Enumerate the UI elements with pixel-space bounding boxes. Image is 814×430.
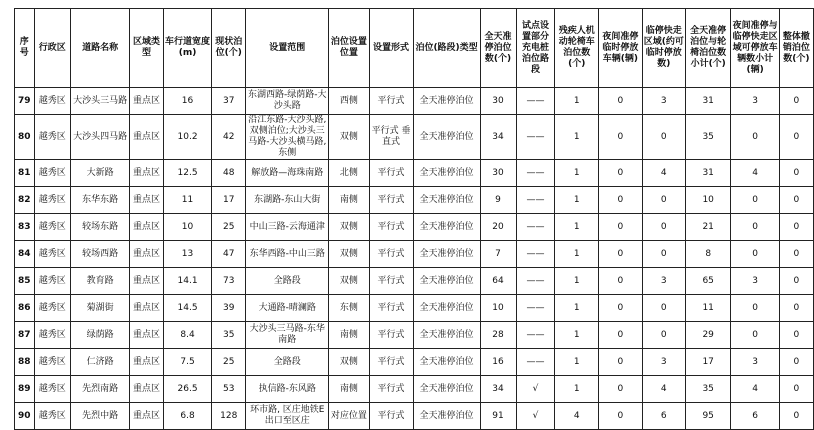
removed-spaces-cell: 0 <box>779 403 813 430</box>
charging-pilot-cell: —— <box>516 295 555 322</box>
area-type-cell: 重点区 <box>130 403 164 430</box>
setup-range-cell: 环市路, 区庄地铁E出口至区庄 <box>246 403 329 430</box>
subtotal-spaces-cell: 11 <box>685 295 730 322</box>
space-type-cell: 全天准停泊位 <box>413 115 480 160</box>
removed-spaces-cell: 0 <box>779 214 813 241</box>
table-row <box>15 187 814 214</box>
row-number-cell: 81 <box>15 160 35 187</box>
table-row <box>15 241 814 268</box>
night-parking-cell: 0 <box>599 268 643 295</box>
table-row <box>15 403 814 430</box>
row-number-cell: 88 <box>15 349 35 376</box>
road-name-cell: 先烈南路 <box>71 376 130 403</box>
wheelchair-spaces-cell: 1 <box>555 349 599 376</box>
night-parking-cell: 0 <box>599 88 643 115</box>
existing-spaces-cell: 47 <box>212 241 246 268</box>
setup-form-cell: 平行式 <box>369 268 413 295</box>
allday-spaces-cell: 34 <box>480 376 516 403</box>
wheelchair-spaces-cell: 1 <box>555 160 599 187</box>
space-position-cell: 北侧 <box>329 160 369 187</box>
area-type-cell: 重点区 <box>130 88 164 115</box>
subtotal-spaces-cell: 31 <box>685 160 730 187</box>
header-cell: 泊位设置位置 <box>329 9 369 88</box>
area-type-cell: 重点区 <box>130 241 164 268</box>
header-cell: 设置形式 <box>369 9 413 88</box>
quick-stop-zone-cell: 3 <box>642 268 685 295</box>
row-number-cell: 84 <box>15 241 35 268</box>
header-cell: 设置范围 <box>246 9 329 88</box>
setup-range-cell: 大沙头三马路-东华南路 <box>246 322 329 349</box>
space-position-cell: 东侧 <box>329 295 369 322</box>
wheelchair-spaces-cell: 1 <box>555 115 599 160</box>
area-type-cell: 重点区 <box>130 187 164 214</box>
area-type-cell: 重点区 <box>130 268 164 295</box>
space-type-cell: 全天准停泊位 <box>413 349 480 376</box>
subtotal-vehicles-cell: 0 <box>731 214 779 241</box>
existing-spaces-cell: 42 <box>212 115 246 160</box>
road-name-cell: 仁济路 <box>71 349 130 376</box>
district-cell: 越秀区 <box>34 241 71 268</box>
district-cell: 越秀区 <box>34 187 71 214</box>
existing-spaces-cell: 35 <box>212 322 246 349</box>
table-row <box>15 376 814 403</box>
night-parking-cell: 0 <box>599 295 643 322</box>
table-row <box>15 115 814 160</box>
allday-spaces-cell: 28 <box>480 322 516 349</box>
night-parking-cell: 0 <box>599 376 643 403</box>
space-type-cell: 全天准停泊位 <box>413 403 480 430</box>
table-header-row <box>15 9 814 88</box>
removed-spaces-cell: 0 <box>779 160 813 187</box>
space-position-cell: 双侧 <box>329 268 369 295</box>
row-number-cell: 86 <box>15 295 35 322</box>
subtotal-vehicles-cell: 0 <box>731 295 779 322</box>
setup-form-cell: 平行式 <box>369 214 413 241</box>
carriageway-width-cell: 10.2 <box>163 115 211 160</box>
setup-range-cell: 全路段 <box>246 268 329 295</box>
existing-spaces-cell: 53 <box>212 376 246 403</box>
carriageway-width-cell: 11 <box>163 187 211 214</box>
allday-spaces-cell: 91 <box>480 403 516 430</box>
header-cell: 现状泊位(个) <box>212 9 246 88</box>
carriageway-width-cell: 8.4 <box>163 322 211 349</box>
setup-range-cell: 东湖西路-绿荫路-大沙头路 <box>246 88 329 115</box>
setup-form-cell: 平行式 <box>369 349 413 376</box>
removed-spaces-cell: 0 <box>779 268 813 295</box>
allday-spaces-cell: 20 <box>480 214 516 241</box>
night-parking-cell: 0 <box>599 241 643 268</box>
existing-spaces-cell: 25 <box>212 214 246 241</box>
quick-stop-zone-cell: 0 <box>642 295 685 322</box>
subtotal-spaces-cell: 8 <box>685 241 730 268</box>
allday-spaces-cell: 64 <box>480 268 516 295</box>
wheelchair-spaces-cell: 1 <box>555 268 599 295</box>
charging-pilot-cell: —— <box>516 187 555 214</box>
carriageway-width-cell: 13 <box>163 241 211 268</box>
removed-spaces-cell: 0 <box>779 241 813 268</box>
space-type-cell: 全天准停泊位 <box>413 241 480 268</box>
subtotal-spaces-cell: 35 <box>685 115 730 160</box>
setup-form-cell: 平行式 <box>369 88 413 115</box>
existing-spaces-cell: 39 <box>212 295 246 322</box>
setup-form-cell: 平行式 <box>369 241 413 268</box>
table-row <box>15 160 814 187</box>
header-cell: 临停快走区域(约可临时停放数) <box>642 9 685 88</box>
row-number-cell: 79 <box>15 88 35 115</box>
allday-spaces-cell: 10 <box>480 295 516 322</box>
row-number-cell: 90 <box>15 403 35 430</box>
header-cell: 残疾人机动轮椅车泊位数(个) <box>555 9 599 88</box>
district-cell: 越秀区 <box>34 88 71 115</box>
area-type-cell: 重点区 <box>130 295 164 322</box>
setup-form-cell: 平行式 <box>369 376 413 403</box>
allday-spaces-cell: 7 <box>480 241 516 268</box>
removed-spaces-cell: 0 <box>779 322 813 349</box>
night-parking-cell: 0 <box>599 187 643 214</box>
existing-spaces-cell: 48 <box>212 160 246 187</box>
space-position-cell: 南侧 <box>329 376 369 403</box>
night-parking-cell: 0 <box>599 214 643 241</box>
space-position-cell: 南侧 <box>329 187 369 214</box>
area-type-cell: 重点区 <box>130 376 164 403</box>
space-type-cell: 全天准停泊位 <box>413 160 480 187</box>
wheelchair-spaces-cell: 1 <box>555 88 599 115</box>
allday-spaces-cell: 9 <box>480 187 516 214</box>
quick-stop-zone-cell: 6 <box>642 403 685 430</box>
subtotal-spaces-cell: 35 <box>685 376 730 403</box>
area-type-cell: 重点区 <box>130 160 164 187</box>
header-cell: 道路名称 <box>71 9 130 88</box>
allday-spaces-cell: 30 <box>480 160 516 187</box>
area-type-cell: 重点区 <box>130 214 164 241</box>
table-row <box>15 268 814 295</box>
area-type-cell: 重点区 <box>130 349 164 376</box>
setup-range-cell: 大通路-晴澜路 <box>246 295 329 322</box>
carriageway-width-cell: 14.1 <box>163 268 211 295</box>
night-parking-cell: 0 <box>599 349 643 376</box>
subtotal-vehicles-cell: 4 <box>731 160 779 187</box>
header-cell: 全天准停泊位与轮椅泊位数小计(个) <box>685 9 730 88</box>
setup-range-cell: 中山三路-云海通津 <box>246 214 329 241</box>
charging-pilot-cell: —— <box>516 322 555 349</box>
wheelchair-spaces-cell: 1 <box>555 187 599 214</box>
allday-spaces-cell: 34 <box>480 115 516 160</box>
quick-stop-zone-cell: 4 <box>642 160 685 187</box>
wheelchair-spaces-cell: 4 <box>555 403 599 430</box>
subtotal-spaces-cell: 17 <box>685 349 730 376</box>
road-name-cell: 绿荫路 <box>71 322 130 349</box>
row-number-cell: 89 <box>15 376 35 403</box>
subtotal-vehicles-cell: 0 <box>731 241 779 268</box>
row-number-cell: 82 <box>15 187 35 214</box>
setup-form-cell: 平行式 <box>369 160 413 187</box>
carriageway-width-cell: 16 <box>163 88 211 115</box>
quick-stop-zone-cell: 3 <box>642 349 685 376</box>
row-number-cell: 87 <box>15 322 35 349</box>
carriageway-width-cell: 10 <box>163 214 211 241</box>
wheelchair-spaces-cell: 1 <box>555 214 599 241</box>
space-type-cell: 全天准停泊位 <box>413 295 480 322</box>
wheelchair-spaces-cell: 1 <box>555 376 599 403</box>
quick-stop-zone-cell: 0 <box>642 214 685 241</box>
row-number-cell: 83 <box>15 214 35 241</box>
setup-form-cell: 平行式 <box>369 187 413 214</box>
space-position-cell: 双侧 <box>329 241 369 268</box>
charging-pilot-cell: —— <box>516 160 555 187</box>
setup-range-cell: 执信路-东风路 <box>246 376 329 403</box>
district-cell: 越秀区 <box>34 403 71 430</box>
district-cell: 越秀区 <box>34 295 71 322</box>
existing-spaces-cell: 37 <box>212 88 246 115</box>
charging-pilot-cell: —— <box>516 214 555 241</box>
setup-range-cell: 东湖路-东山大街 <box>246 187 329 214</box>
carriageway-width-cell: 6.8 <box>163 403 211 430</box>
night-parking-cell: 0 <box>599 403 643 430</box>
charging-pilot-cell: —— <box>516 349 555 376</box>
charging-pilot-cell: √ <box>516 403 555 430</box>
parking-spaces-table <box>14 8 814 430</box>
subtotal-spaces-cell: 29 <box>685 322 730 349</box>
subtotal-vehicles-cell: 3 <box>731 88 779 115</box>
road-name-cell: 东华东路 <box>71 187 130 214</box>
night-parking-cell: 0 <box>599 322 643 349</box>
subtotal-spaces-cell: 95 <box>685 403 730 430</box>
allday-spaces-cell: 30 <box>480 88 516 115</box>
space-type-cell: 全天准停泊位 <box>413 88 480 115</box>
subtotal-spaces-cell: 21 <box>685 214 730 241</box>
space-position-cell: 对应位置 <box>329 403 369 430</box>
carriageway-width-cell: 12.5 <box>163 160 211 187</box>
header-cell: 夜间准停临时停放车辆(辆) <box>599 9 643 88</box>
setup-range-cell: 全路段 <box>246 349 329 376</box>
road-name-cell: 大新路 <box>71 160 130 187</box>
road-name-cell: 菊湖街 <box>71 295 130 322</box>
header-cell: 全天准停泊位数(个) <box>480 9 516 88</box>
road-name-cell: 教育路 <box>71 268 130 295</box>
setup-range-cell: 解放路—海珠南路 <box>246 160 329 187</box>
space-position-cell: 双侧 <box>329 214 369 241</box>
removed-spaces-cell: 0 <box>779 376 813 403</box>
space-type-cell: 全天准停泊位 <box>413 187 480 214</box>
road-name-cell: 较场西路 <box>71 241 130 268</box>
header-cell: 车行道宽度(m) <box>163 9 211 88</box>
space-type-cell: 全天准停泊位 <box>413 376 480 403</box>
existing-spaces-cell: 17 <box>212 187 246 214</box>
setup-range-cell: 东华西路-中山三路 <box>246 241 329 268</box>
space-position-cell: 双侧 <box>329 349 369 376</box>
table-row <box>15 349 814 376</box>
road-name-cell: 较场东路 <box>71 214 130 241</box>
district-cell: 越秀区 <box>34 322 71 349</box>
subtotal-vehicles-cell: 3 <box>731 268 779 295</box>
road-name-cell: 大沙头四马路 <box>71 115 130 160</box>
area-type-cell: 重点区 <box>130 322 164 349</box>
carriageway-width-cell: 7.5 <box>163 349 211 376</box>
header-cell: 整体撤销泊位数(个) <box>779 9 813 88</box>
subtotal-vehicles-cell: 0 <box>731 187 779 214</box>
space-type-cell: 全天准停泊位 <box>413 322 480 349</box>
header-cell: 行政区 <box>34 9 71 88</box>
header-cell: 泊位(路段)类型 <box>413 9 480 88</box>
header-cell: 区域类型 <box>130 9 164 88</box>
subtotal-vehicles-cell: 4 <box>731 376 779 403</box>
charging-pilot-cell: —— <box>516 241 555 268</box>
existing-spaces-cell: 73 <box>212 268 246 295</box>
table-row <box>15 214 814 241</box>
carriageway-width-cell: 14.5 <box>163 295 211 322</box>
district-cell: 越秀区 <box>34 115 71 160</box>
subtotal-spaces-cell: 10 <box>685 187 730 214</box>
subtotal-vehicles-cell: 0 <box>731 115 779 160</box>
existing-spaces-cell: 25 <box>212 349 246 376</box>
charging-pilot-cell: —— <box>516 88 555 115</box>
header-cell: 序号 <box>15 9 35 88</box>
space-type-cell: 全天准停泊位 <box>413 214 480 241</box>
district-cell: 越秀区 <box>34 214 71 241</box>
district-cell: 越秀区 <box>34 160 71 187</box>
wheelchair-spaces-cell: 1 <box>555 241 599 268</box>
removed-spaces-cell: 0 <box>779 295 813 322</box>
road-name-cell: 先烈中路 <box>71 403 130 430</box>
subtotal-spaces-cell: 31 <box>685 88 730 115</box>
setup-form-cell: 平行式 <box>369 295 413 322</box>
existing-spaces-cell: 128 <box>212 403 246 430</box>
road-name-cell: 大沙头三马路 <box>71 88 130 115</box>
removed-spaces-cell: 0 <box>779 115 813 160</box>
space-position-cell: 南侧 <box>329 322 369 349</box>
district-cell: 越秀区 <box>34 376 71 403</box>
subtotal-vehicles-cell: 3 <box>731 349 779 376</box>
space-position-cell: 西侧 <box>329 88 369 115</box>
row-number-cell: 80 <box>15 115 35 160</box>
removed-spaces-cell: 0 <box>779 349 813 376</box>
quick-stop-zone-cell: 0 <box>642 187 685 214</box>
charging-pilot-cell: √ <box>516 376 555 403</box>
header-cell: 夜间准停与临停快走区域可停放车辆数小计(辆) <box>731 9 779 88</box>
header-cell: 试点设置部分充电桩泊位路段 <box>516 9 555 88</box>
row-number-cell: 85 <box>15 268 35 295</box>
quick-stop-zone-cell: 0 <box>642 115 685 160</box>
table-row <box>15 322 814 349</box>
table-row <box>15 295 814 322</box>
charging-pilot-cell: —— <box>516 268 555 295</box>
subtotal-vehicles-cell: 6 <box>731 403 779 430</box>
area-type-cell: 重点区 <box>130 115 164 160</box>
space-type-cell: 全天准停泊位 <box>413 268 480 295</box>
night-parking-cell: 0 <box>599 115 643 160</box>
setup-form-cell: 平行式 垂直式 <box>369 115 413 160</box>
quick-stop-zone-cell: 0 <box>642 241 685 268</box>
quick-stop-zone-cell: 0 <box>642 322 685 349</box>
table-row <box>15 88 814 115</box>
setup-form-cell: 平行式 <box>369 322 413 349</box>
allday-spaces-cell: 16 <box>480 349 516 376</box>
setup-form-cell: 平行式 <box>369 403 413 430</box>
district-cell: 越秀区 <box>34 349 71 376</box>
quick-stop-zone-cell: 3 <box>642 88 685 115</box>
subtotal-vehicles-cell: 0 <box>731 322 779 349</box>
wheelchair-spaces-cell: 1 <box>555 295 599 322</box>
carriageway-width-cell: 26.5 <box>163 376 211 403</box>
removed-spaces-cell: 0 <box>779 187 813 214</box>
setup-range-cell: 沿江东路-大沙头路,双侧泊位;大沙头三马路-大沙头横马路,东侧 <box>246 115 329 160</box>
quick-stop-zone-cell: 4 <box>642 376 685 403</box>
night-parking-cell: 0 <box>599 160 643 187</box>
charging-pilot-cell: —— <box>516 115 555 160</box>
wheelchair-spaces-cell: 1 <box>555 322 599 349</box>
subtotal-spaces-cell: 65 <box>685 268 730 295</box>
district-cell: 越秀区 <box>34 268 71 295</box>
space-position-cell: 双侧 <box>329 115 369 160</box>
removed-spaces-cell: 0 <box>779 88 813 115</box>
